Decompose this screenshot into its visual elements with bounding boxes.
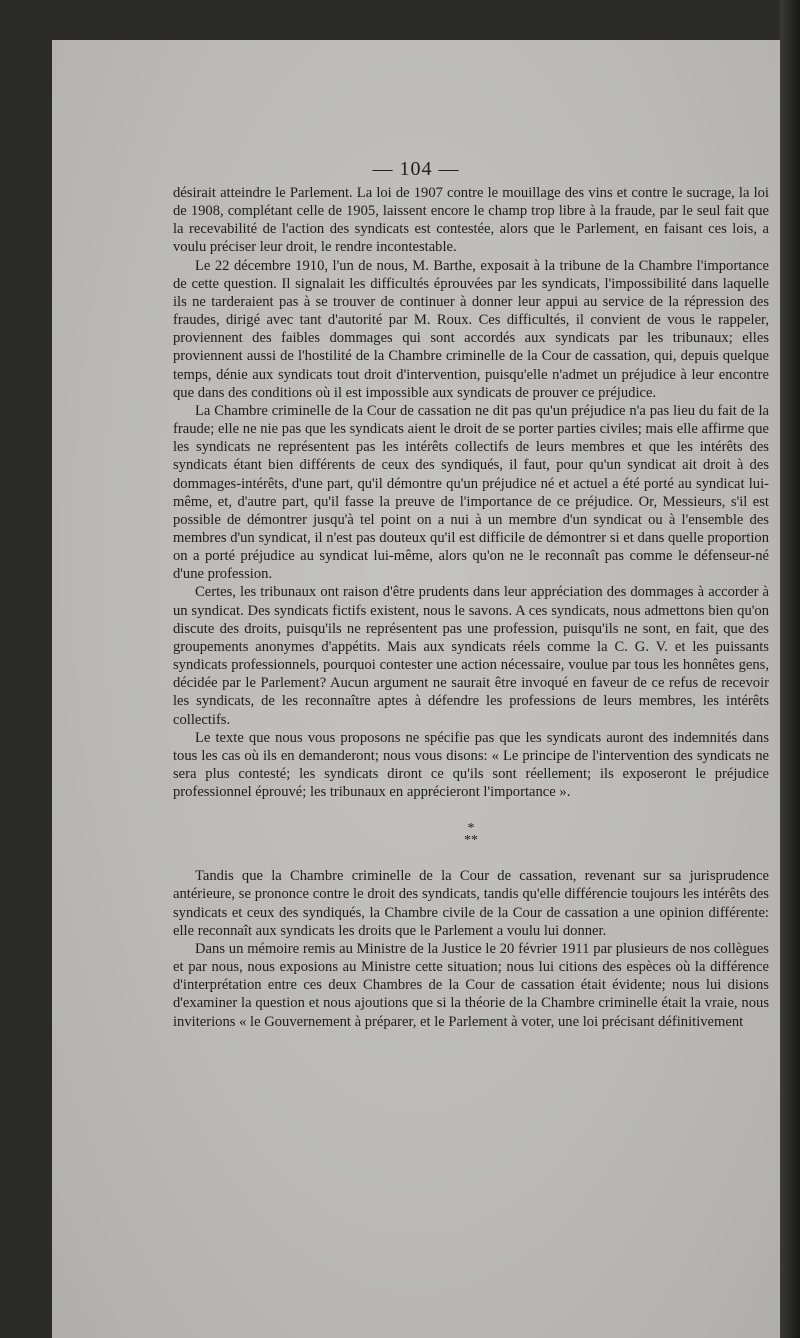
document-page — [52, 40, 780, 1338]
paragraph: Le 22 décembre 1910, l'un de nous, M. Barthe, exposait à la tribune de la Chambre l'importance de cette question. Il signalait les difficultés éprouvées par les syndicats, l'impossibilité dans laquelle ils ne tarderaient pas à se trouver de continuer à donner leur appui au service de la répression des fraudes, dirigé avec tant d'autorité par M. Roux. Ces difficultés, il convient de vous le rappeler, proviennent des faibles dommages qui sont accordés aux syndicats par les tribunaux; elles proviennent aussi de l'hostilité de la Chambre criminelle de la Cour de cassation, qui, depuis quelque temps, dénie aux syndicats tout droit d'intervention, puisqu'elle n'admet un préjudice à leur encontre que dans des conditions où il est impossible aux syndicats de prouver ce préjudice. — [173, 257, 769, 401]
section-separator-asterism — [173, 823, 769, 847]
paragraph: Le texte que nous vous proposons ne spécifie pas que les syndicats auront des indemnités dans tous les cas où ils en demanderont; nous vous disons: « Le principe de l'intervention des syndicats ne sera plus contesté; les syndicats diront ce qu'ils sont réellement; ils exposeront le préjudice professionnel éprouvé; les tribunaux en apprécieront l'importance ». — [173, 729, 769, 801]
asterism-top: * — [467, 821, 475, 837]
body-text — [173, 184, 769, 1031]
paragraph: La Chambre criminelle de la Cour de cassation ne dit pas qu'un préjudice n'a pas lieu du fait de la fraude; elle ne nie pas que les syndicats aient le droit de se porter parties civiles; mais elle affirme que les syndicats ne représentent pas les intérêts collectifs de leurs membres et que les intérêts des syndicats étant bien différents de ceux des syndiqués, il faut, pour qu'un syndicat ait droit à des dommages-intérêts, d'une part, qu'il démontre qu'un préjudice né et actuel a été porté au syndicat lui-même, et, d'autre part, qu'il fasse la preuve de l'importance de ce préjudice. Or, Messieurs, s'il est possible de démontrer jusqu'à tel point on a nui à un membre d'un syndicat ou à l'ensemble des membres d'un syndicat, il n'est pas douteux qu'il est difficile de démontrer si et dans quelle proportion on a porté préjudice au syndicat lui-même, alors qu'on ne le reconnaît pas comme le défenseur-né d'une profession. — [173, 402, 769, 583]
page-number: — 104 — — [372, 158, 460, 180]
paragraph: Tandis que la Chambre criminelle de la Cour de cassation, revenant sur sa jurisprudence antérieure, se prononce contre le droit des syndicats, tandis qu'elle différencie toujours les intérêts des syndicats et ceux des syndiqués, la Chambre civile de la Cour de cassation a une opinion différente: elle reconnaît aux syndicats les droits que le Parlement a voulu lui donner. — [173, 868, 769, 939]
scan-edge — [780, 0, 800, 1338]
paragraph: désirait atteindre le Parlement. La loi de 1907 contre le mouillage des vins et contre le sucrage, la loi de 1908, complétant celle de 1905, laissent encore le champ trop libre à la fraude, par le seul fait que la recevabilité de l'action des syndicats est contestée, alors que le Parlement, en faisant ces lois, a voulu préciser leur droit, le rendre incontestable. — [173, 185, 769, 256]
paragraph: Dans un mémoire remis au Ministre de la Justice le 20 février 1911 par plusieurs de nos collègues et par nous, nous exposions au Ministre cette situation; nous lui citions des espèces où la différence d'interprétation entre ces deux Chambres de la Cour de cassation était évidente; nous lui disions d'examiner la question et nous ajoutions que si la théorie de la Chambre criminelle était la vraie, nous inviterions « le Gouvernement à préparer, et le Parlement à voter, une loi précisant définitivement — [173, 940, 769, 1030]
paragraph: Certes, les tribunaux ont raison d'être prudents dans leur appréciation des dommages à accorder à un syndicat. Des syndicats fictifs existent, nous le savons. A ces syndicats, nous admettons bien qu'on discute des droits, puisqu'ils ne représentent pas une profession, puisqu'ils ne sont, en fait, que des groupements anonymes d'appétits. Mais aux syndicats réels comme la C. G. V. et les puissants syndicats professionnels, pourquoi contester une action nécessaire, voulue par tous les honnêtes gens, décidée par le Parlement? Aucun argument ne saurait être invoqué en faveur de ce refus de recevoir les syndicats, de les reconnaître aptes à défendre les professions de leurs membres, les intérêts collectifs. — [173, 584, 769, 728]
asterism-bottom: ** — [464, 833, 478, 849]
